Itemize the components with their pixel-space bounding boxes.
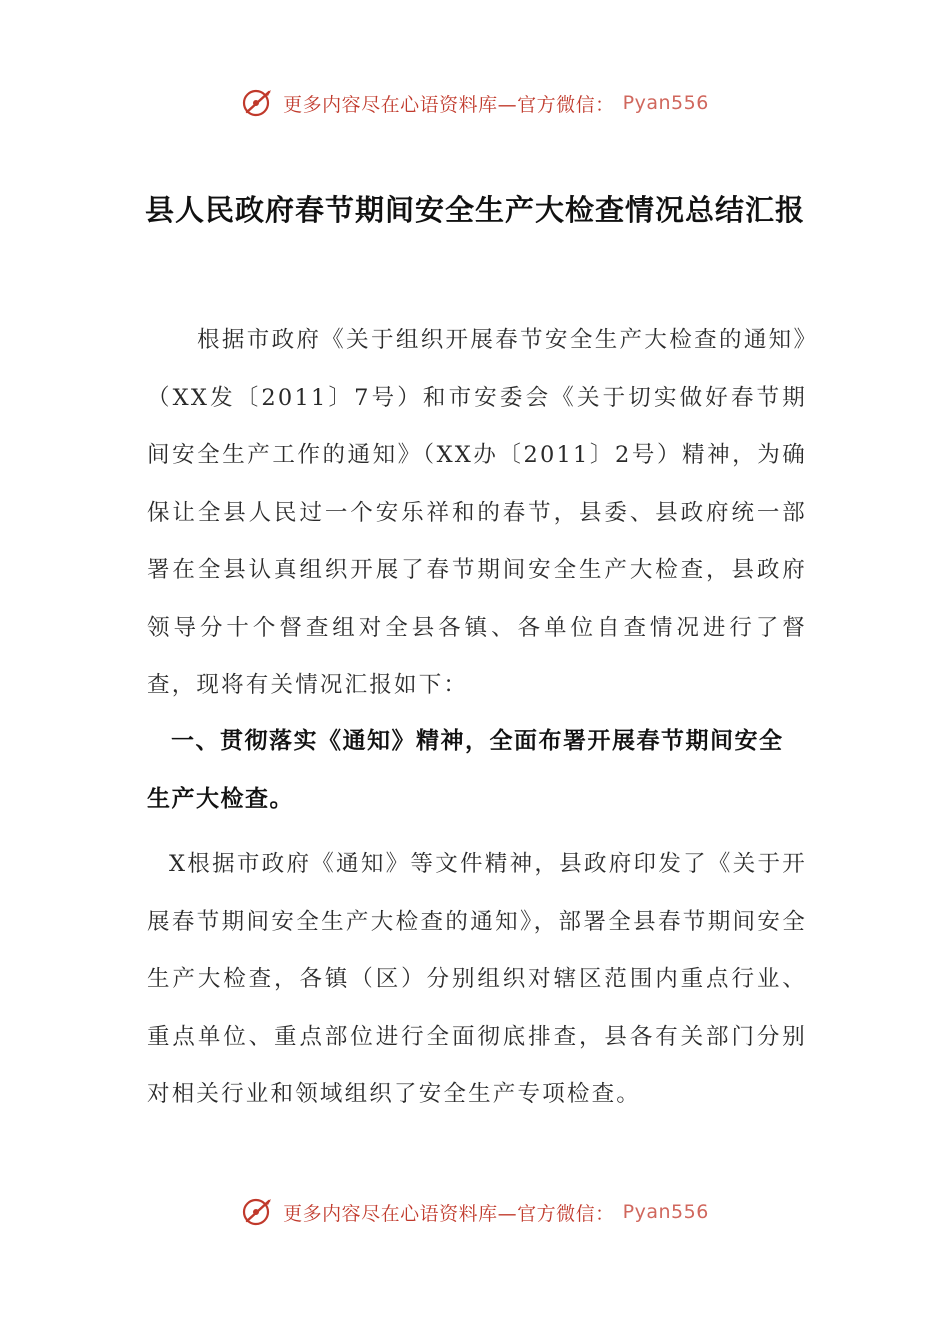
watermark-footer [0,1195,950,1229]
watermark-wechat-id: Pyan556 [622,1201,709,1223]
section-heading-1: 一、贯彻落实《通知》精神，全面布署开展春节期间安全生产大检查。 [147,728,784,812]
watermark-logo-icon [241,86,275,120]
watermark-text: 更多内容尽在心语资料库—官方微信： [283,93,615,116]
watermark-logo-icon [241,1195,275,1229]
watermark-header [0,86,950,120]
paragraph-section-1: X根据市政府《通知》等文件精神，县政府印发了《关于开展春节期间安全生产大检查的通知》，部署全县春节期间安全生产大检查，各镇（区）分别组织对辖区范围内重点行业、重点单位、重点部位进行全面彻底排查，县各有关部门分别对相关行业和领域组织了安全生产专项检查。 [147,851,807,1107]
paragraph-intro: 根据市政府《关于组织开展春节安全生产大检查的通知》（XX发〔2011〕7号）和市安委会《关于切实做好春节期间安全生产工作的通知》（XX办〔2011〕2号）精神，为确保让全县人民过一个安乐祥和的春节，县委、县政府统一部署在全县认真组织开展了春节期间安全生产大检查，县政府领导分十个督查组对全县各镇、各单位自查情况进行了督查，现将有关情况汇报如下： [147,327,807,698]
document-title: 县人民政府春节期间安全生产大检查情况总结汇报 [144,193,805,227]
watermark-text: 更多内容尽在心语资料库—官方微信： [283,1202,615,1225]
watermark-wechat-id: Pyan556 [622,92,709,114]
